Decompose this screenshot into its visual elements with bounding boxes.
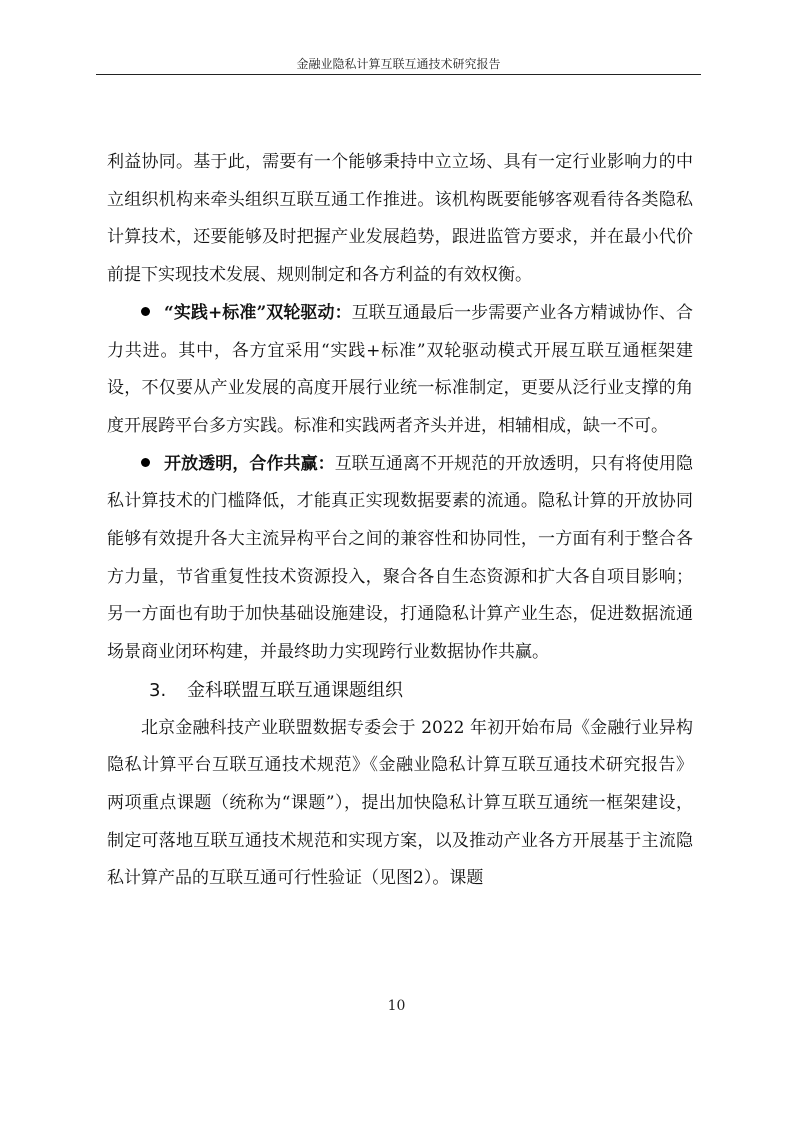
bullet-text: 互联互通离不开规范的开放透明，只有将使用隐私计算技术的门槛降低，才能真正实现数据要素的流通。隐私计算的开放协同能够有效提升各大主流异构平台之间的兼容性和协同性，一方面有利于整合各方力量，节省重复性技术资源投入，聚合各自生态资源和扩大各自项目影响；另一方面也有助于加快基础设施建设，打通隐私计算产业生态，促进数据流通场景商业闭环构建，并最终助力实现跨行业数据协作共赢。 [107,453,694,663]
bullet-dot-icon [141,307,150,316]
header-divider [96,74,701,75]
section-title: 金科联盟互联互通课题组织 [187,679,403,701]
bullet-open-transparent [107,446,693,672]
paragraph-continued: 利益协同。基于此，需要有一个能够秉持中立立场、具有一定行业影响力的中立组织机构来牵头组织互联互通工作推进。该机构既要能够客观看待各类隐私计算技术，还要能够及时把握产业发展趋势，跟进监管方要求，并在最小代价前提下实现技术发展、规则制定和各方利益的有效权衡。 [107,152,693,286]
bullet-practice-standard [107,295,693,446]
section-number: 3. [149,679,167,701]
bullet-dot-icon [141,458,150,467]
page-number: 10 [387,998,406,1014]
paragraph: 北京金融科技产业联盟数据专委会于 2022 年初开始布局《金融行业异构隐私计算平台互联互通技术规范》《金融业隐私计算互联互通技术研究报告》两项重点课题（统称为“课题”），提出加快隐私计算互联互通统一框架建设，制定可落地互联互通技术规范和实现方案，以及推动产业各方开展基于主流隐私计算产品的互联互通可行性验证（见图2）。课题 [107,717,693,889]
page-body [107,144,693,898]
section-heading [107,672,693,710]
bullet-text: 互联互通最后一步需要产业各方精诚协作、合力共进。其中，各方宜采用“实践+标准”双轮驱动模式开展互联互通框架建设，不仅要从产业发展的高度开展行业统一标准制定，更要从泛行业支撑的角度开展跨平台多方实践。标准和实践两者齐头并进，相辅相成，缺一不可。 [107,302,693,436]
bullet-lead: “实践+标准”双轮驱动： [164,302,352,323]
bullet-lead: 开放透明，合作共赢： [164,453,335,474]
running-header: 金融业隐私计算互联互通技术研究报告 [296,57,501,71]
